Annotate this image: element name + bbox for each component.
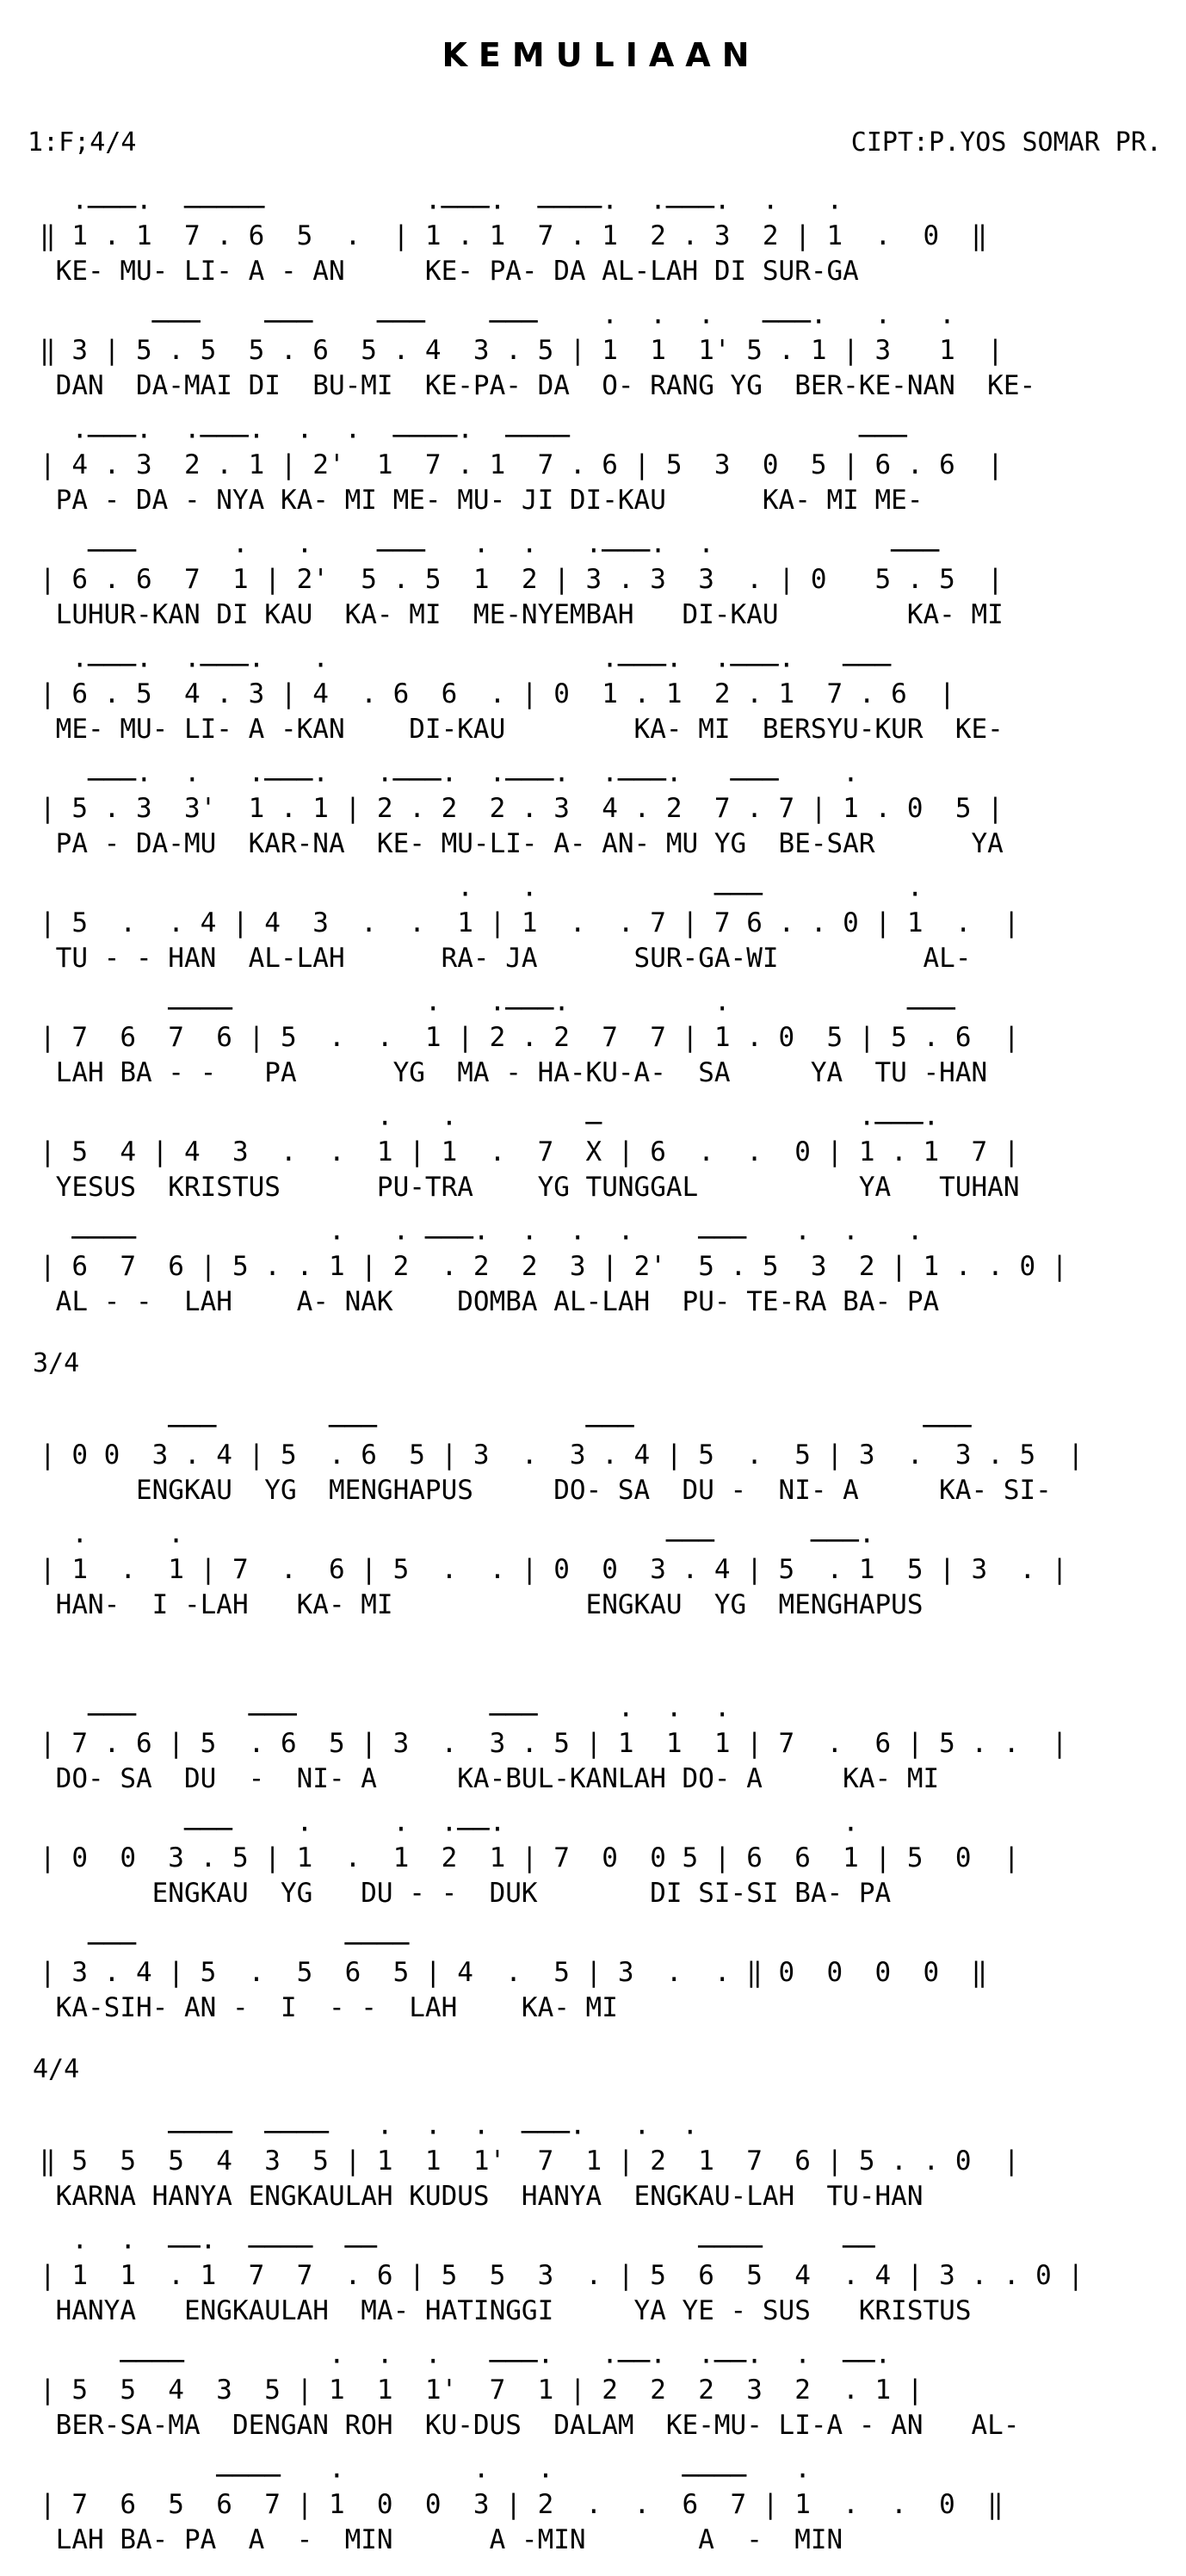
- lyrics-row: ME- MU- LI- A -KAN DI-KAU KA- MI BERSYU-KUR KE-: [40, 714, 1004, 745]
- header-row: [26, 127, 1165, 158]
- notation-line: [40, 1814, 1165, 1910]
- lyrics-row: BER-SA-MA DENGAN ROH KU-DUS DALAM KE-MU- LI-A - AN AL-: [40, 2410, 1020, 2441]
- notes-row: ‖ 1 . 1 7 . 6 5 . | 1 . 1 7 . 1 2 . 3 2 | 1 . 0 ‖: [40, 220, 988, 251]
- notation-sections: [26, 192, 1165, 2557]
- notation-line: [40, 2232, 1165, 2328]
- notation-line: [40, 421, 1165, 517]
- composer-credit: CIPT:P.YOS SOMAR PR.: [850, 127, 1162, 158]
- ornament-row: · · ─── ·: [40, 879, 923, 910]
- notes-row: | 1 1 . 1 7 7 . 6 | 5 5 3 . | 5 6 5 4 . 4 | 3 . . 0 |: [40, 2260, 1084, 2291]
- lyrics-row: LUHUR-KAN DI KAU KA- MI ME-NYEMBAH DI-KAU KA- MI: [40, 599, 1004, 630]
- ornament-row: ──── · · ───· · · · ─── · · ·: [40, 1223, 923, 1254]
- lyrics-row: LAH BA - - PA YG MA - HA-KU-A- SA YA TU -HAN: [40, 1057, 988, 1088]
- lyrics-row: DAN DA-MAI DI BU-MI KE-PA- DA O- RANG YG BER-KE-NAN KE-: [40, 370, 1036, 401]
- ornament-row: · · ─ ·───·: [40, 1108, 940, 1139]
- page-title: KEMULIAAN: [442, 36, 761, 74]
- notation-line: [40, 536, 1165, 632]
- ornament-row: · · ──· ──── ── ──── ──: [40, 2232, 875, 2263]
- lyrics-row: LAH BA- PA A - MIN A -MIN A - MIN: [40, 2524, 843, 2555]
- lyrics-row: HAN- I -LAH KA- MI ENGKAU YG MENGHAPUS: [40, 1589, 923, 1620]
- ornament-row: ·───· ·───· · ·───· ·───· ───: [40, 650, 892, 681]
- ornament-row: ─── · · ·──· ·: [40, 1814, 859, 1845]
- ornament-row: ─── · · ─── · · ·───· · ───: [40, 536, 940, 567]
- lyrics-row: TU - - HAN AL-LAH RA- JA SUR-GA-WI AL-: [40, 943, 972, 974]
- meter-heading: 4/4: [33, 2054, 80, 2084]
- notation-line: [40, 879, 1165, 975]
- ornament-row: ──── · · · ──── ·: [40, 2461, 811, 2492]
- notes-row: | 5 5 4 3 5 | 1 1 1' 7 1 | 2 2 2 3 2 . 1 |: [40, 2375, 923, 2406]
- notation-line: [40, 1108, 1165, 1204]
- notation-line: [40, 192, 1165, 288]
- meter-heading: 3/4: [33, 1348, 80, 1378]
- lyrics-row: HANYA ENGKAULAH MA- HATINGGI YA YE - SUS KRISTUS: [40, 2295, 972, 2326]
- notes-row: | 7 6 5 6 7 | 1 0 0 3 | 2 . . 6 7 | 1 . . 0 ‖: [40, 2489, 1004, 2520]
- ornament-row: ·───· ·───· · · ────· ──── ───: [40, 421, 907, 452]
- notes-row: ‖ 3 | 5 . 5 5 . 6 5 . 4 3 . 5 | 1 1 1' 5 . 1 | 3 1 |: [40, 335, 1004, 366]
- notes-row: ‖ 5 5 5 4 3 5 | 1 1 1' 7 1 | 2 1 7 6 | 5 . . 0 |: [40, 2146, 1020, 2177]
- ornament-row: ──── · · · ───· ·──· ·──· · ──·: [40, 2346, 892, 2377]
- notation-line: [40, 1526, 1165, 1622]
- notes-row: | 5 4 | 4 3 . . 1 | 1 . 7 X | 6 . . 0 | 1 . 1 7 |: [40, 1136, 1020, 1167]
- notation-line: [40, 2117, 1165, 2214]
- lyrics-row: ENGKAU YG DU - - DUK DI SI-SI BA- PA: [40, 1878, 892, 1909]
- notes-row: | 5 . 3 3' 1 . 1 | 2 . 2 2 . 3 4 . 2 7 . 7 | 1 . 0 5 |: [40, 793, 1004, 824]
- notes-row: | 6 7 6 | 5 . . 1 | 2 . 2 2 3 | 2' 5 . 5 3 2 | 1 . . 0 |: [40, 1251, 1068, 1282]
- notation-line: [40, 1411, 1165, 1508]
- ornament-row: ─── ─── ─── ─── · · · ───· · ·: [40, 307, 955, 337]
- notation-line: [40, 1929, 1165, 2025]
- lyrics-row: PA - DA - NYA KA- MI ME- MU- JI DI-KAU KA- MI ME-: [40, 485, 923, 516]
- ornament-row: ───· · ·───· ·───· ·───· ·───· ─── ·: [40, 765, 859, 796]
- notes-row: | 6 . 6 7 1 | 2' 5 . 5 1 2 | 3 . 3 3 . | 0 5 . 5 |: [40, 564, 1004, 595]
- notes-row: | 3 . 4 | 5 . 5 6 5 | 4 . 5 | 3 . . ‖ 0 0 0 0 ‖: [40, 1957, 988, 1988]
- notes-row: | 4 . 3 2 . 1 | 2' 1 7 . 1 7 . 6 | 5 3 0 5 | 6 . 6 |: [40, 449, 1004, 480]
- ornament-row: ─── ─── ─── · · ·: [40, 1700, 731, 1731]
- notation-line: [40, 1223, 1165, 1319]
- lyrics-row: DO- SA DU - NI- A KA-BUL-KANLAH DO- A KA- MI: [40, 1763, 940, 1794]
- notation-line: [40, 650, 1165, 746]
- notation-line: [40, 765, 1165, 861]
- notes-row: | 1 . 1 | 7 . 6 | 5 . . | 0 0 3 . 4 | 5 . 1 5 | 3 . |: [40, 1554, 1068, 1585]
- notation-line: [40, 2461, 1165, 2557]
- notation-line: [40, 2346, 1165, 2443]
- notes-row: | 6 . 5 4 . 3 | 4 . 6 6 . | 0 1 . 1 2 . 1 7 . 6 |: [40, 678, 955, 709]
- key-signature: 1:F;4/4: [28, 127, 137, 158]
- lyrics-row: KARNA HANYA ENGKAULAH KUDUS HANYA ENGKAU-LAH TU-HAN: [40, 2181, 923, 2212]
- lyrics-row: KE- MU- LI- A - AN KE- PA- DA AL-LAH DI SUR-GA: [40, 256, 859, 287]
- notation-line: [40, 994, 1165, 1090]
- lyrics-row: ENGKAU YG MENGHAPUS DO- SA DU - NI- A KA- SI-: [40, 1475, 1052, 1506]
- notes-row: | 5 . . 4 | 4 3 . . 1 | 1 . . 7 | 7 6 . . 0 | 1 . |: [40, 907, 1020, 938]
- ornament-row: ─── ─── ─── ───: [40, 1411, 972, 1442]
- notes-row: | 7 6 7 6 | 5 . . 1 | 2 . 2 7 7 | 1 . 0 5 | 5 . 6 |: [40, 1022, 1020, 1053]
- ornament-row: · · ─── ───·: [40, 1526, 875, 1557]
- notation-line: [40, 307, 1165, 403]
- lyrics-row: YESUS KRISTUS PU-TRA YG TUNGGAL YA TUHAN: [40, 1172, 1020, 1203]
- notes-row: | 7 . 6 | 5 . 6 5 | 3 . 3 . 5 | 1 1 1 | 7 . 6 | 5 . . |: [40, 1728, 1068, 1759]
- ornament-row: ──── ──── · · · ───· · ·: [40, 2117, 699, 2148]
- notes-row: | 0 0 3 . 4 | 5 . 6 5 | 3 . 3 . 4 | 5 . 5 | 3 . 3 . 5 |: [40, 1440, 1084, 1471]
- lyrics-row: PA - DA-MU KAR-NA KE- MU-LI- A- AN- MU YG BE-SAR YA: [40, 828, 1004, 859]
- lyrics-row: AL - - LAH A- NAK DOMBA AL-LAH PU- TE-RA BA- PA: [40, 1286, 940, 1317]
- ornament-row: ──── · ·───· · ───: [40, 994, 955, 1025]
- notation-line: [40, 1700, 1165, 1796]
- ornament-row: ─── ────: [40, 1929, 410, 1960]
- notes-row: | 0 0 3 . 5 | 1 . 1 2 1 | 7 0 0 5 | 6 6 1 | 5 0 |: [40, 1842, 1020, 1873]
- ornament-row: ·───· ───── ·───· ────· ·───· · ·: [40, 192, 843, 223]
- lyrics-row: KA-SIH- AN - I - - LAH KA- MI: [40, 1992, 618, 2023]
